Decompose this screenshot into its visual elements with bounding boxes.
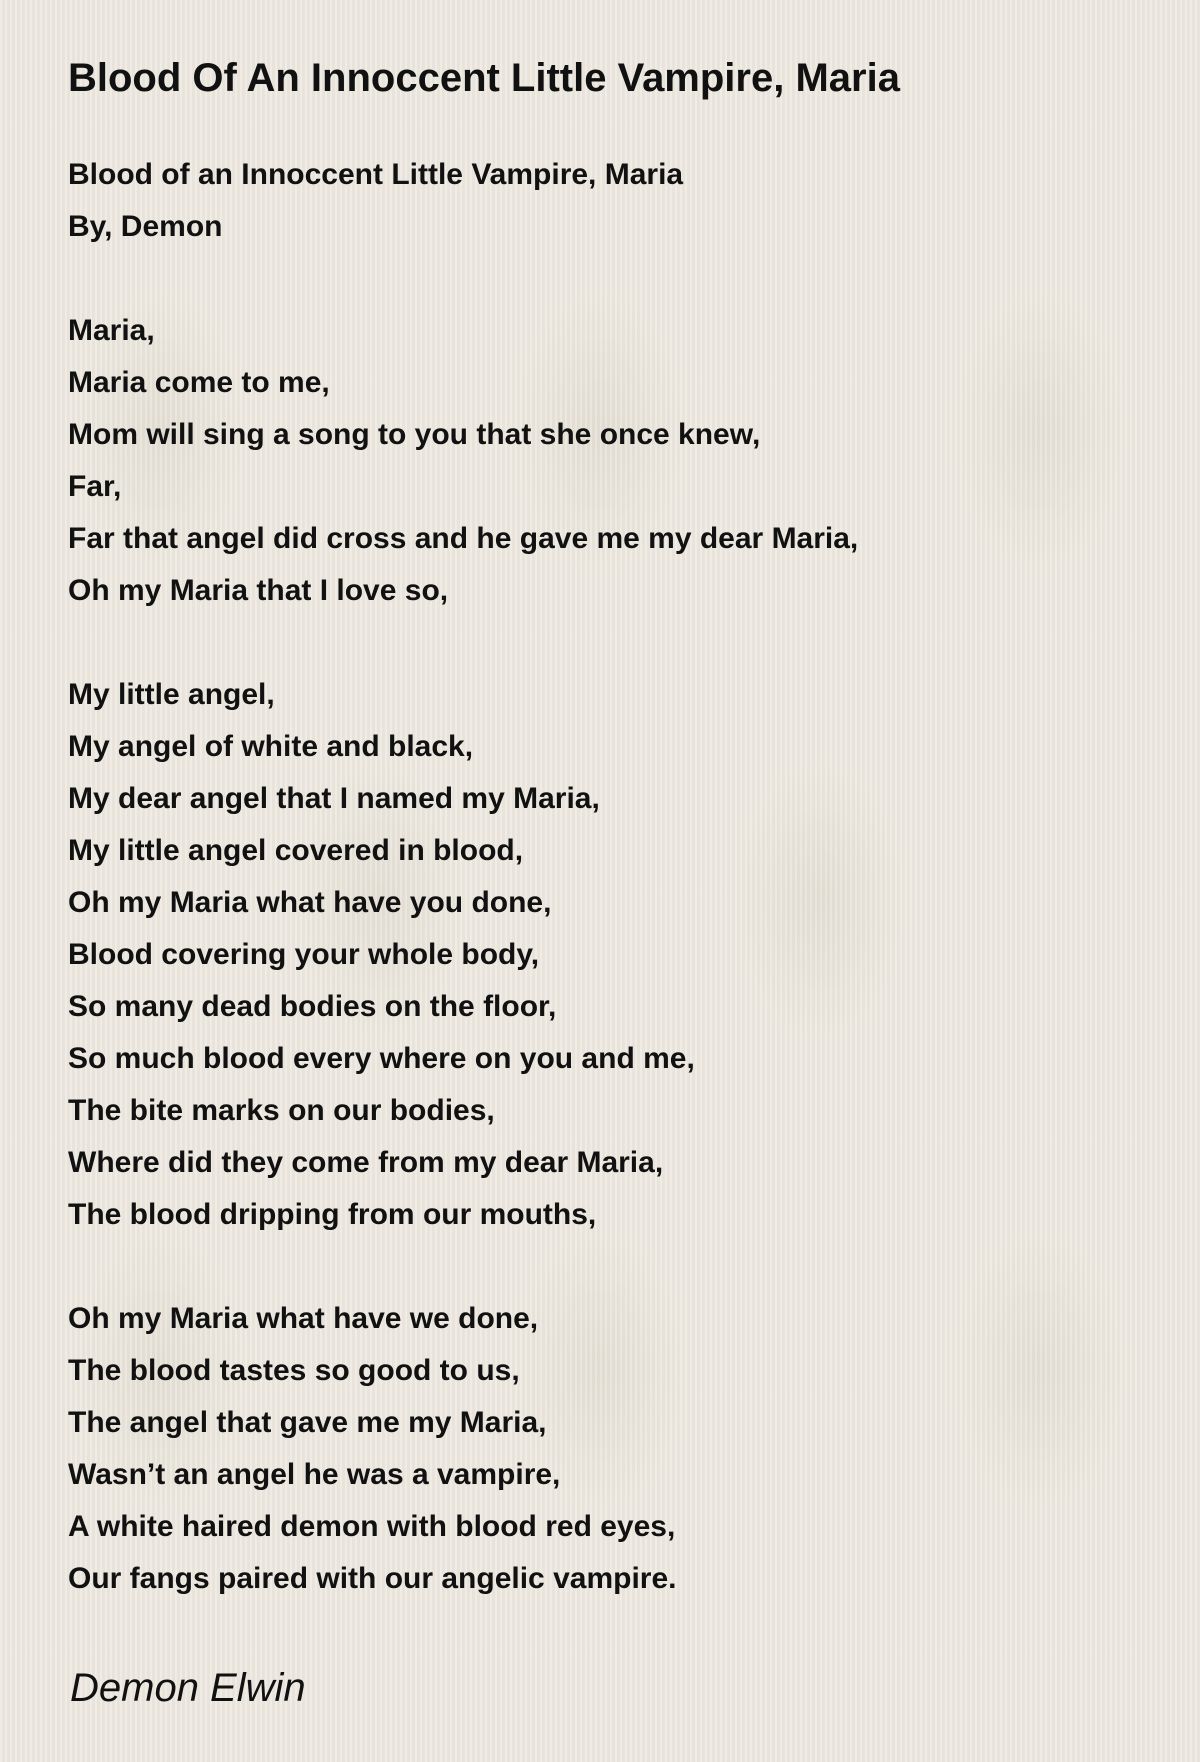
poem-line xyxy=(68,1241,858,1293)
poem-line: A white haired demon with blood red eyes, xyxy=(68,1510,676,1543)
poem-body xyxy=(68,149,858,1605)
poem-line: Our fangs paired with our angelic vampire. xyxy=(68,1562,677,1595)
poem-line: The angel that gave me my Maria, xyxy=(68,1406,547,1439)
poem-line xyxy=(68,617,858,669)
poem-line: Blood covering your whole body, xyxy=(68,938,540,971)
poem-line: The blood tastes so good to us, xyxy=(68,1354,520,1387)
poem-line: Blood of an Innoccent Little Vampire, Maria xyxy=(68,158,684,191)
poem-line: My angel of white and black, xyxy=(68,730,474,763)
poem-line: By, Demon xyxy=(68,210,223,243)
poem-line: Where did they come from my dear Maria, xyxy=(68,1146,664,1179)
poem-line: So much blood every where on you and me, xyxy=(68,1042,695,1075)
poem-line: The blood dripping from our mouths, xyxy=(68,1198,597,1231)
poem-line: Oh my Maria what have you done, xyxy=(68,886,552,919)
poem-line: My little angel covered in blood, xyxy=(68,834,524,867)
poem-line: Far that angel did cross and he gave me my dear Maria, xyxy=(68,522,859,555)
poem-line xyxy=(68,253,858,305)
poem-line: So many dead bodies on the floor, xyxy=(68,990,557,1023)
poem-line: My little angel, xyxy=(68,678,275,711)
poem-line: Far, xyxy=(68,470,122,503)
poem-title: Blood Of An Innoccent Little Vampire, Maria xyxy=(68,56,900,100)
poem-author: Demon Elwin xyxy=(70,1666,306,1710)
poem-line: Wasn’t an angel he was a vampire, xyxy=(68,1458,561,1491)
poem-line: The bite marks on our bodies, xyxy=(68,1094,495,1127)
poem-line: Oh my Maria that I love so, xyxy=(68,574,449,607)
poem-line: Oh my Maria what have we done, xyxy=(68,1302,539,1335)
poem-line: Maria come to me, xyxy=(68,366,330,399)
poem-line: Mom will sing a song to you that she once knew, xyxy=(68,418,761,451)
poem-line: Maria, xyxy=(68,314,155,347)
poem-line: My dear angel that I named my Maria, xyxy=(68,782,600,815)
